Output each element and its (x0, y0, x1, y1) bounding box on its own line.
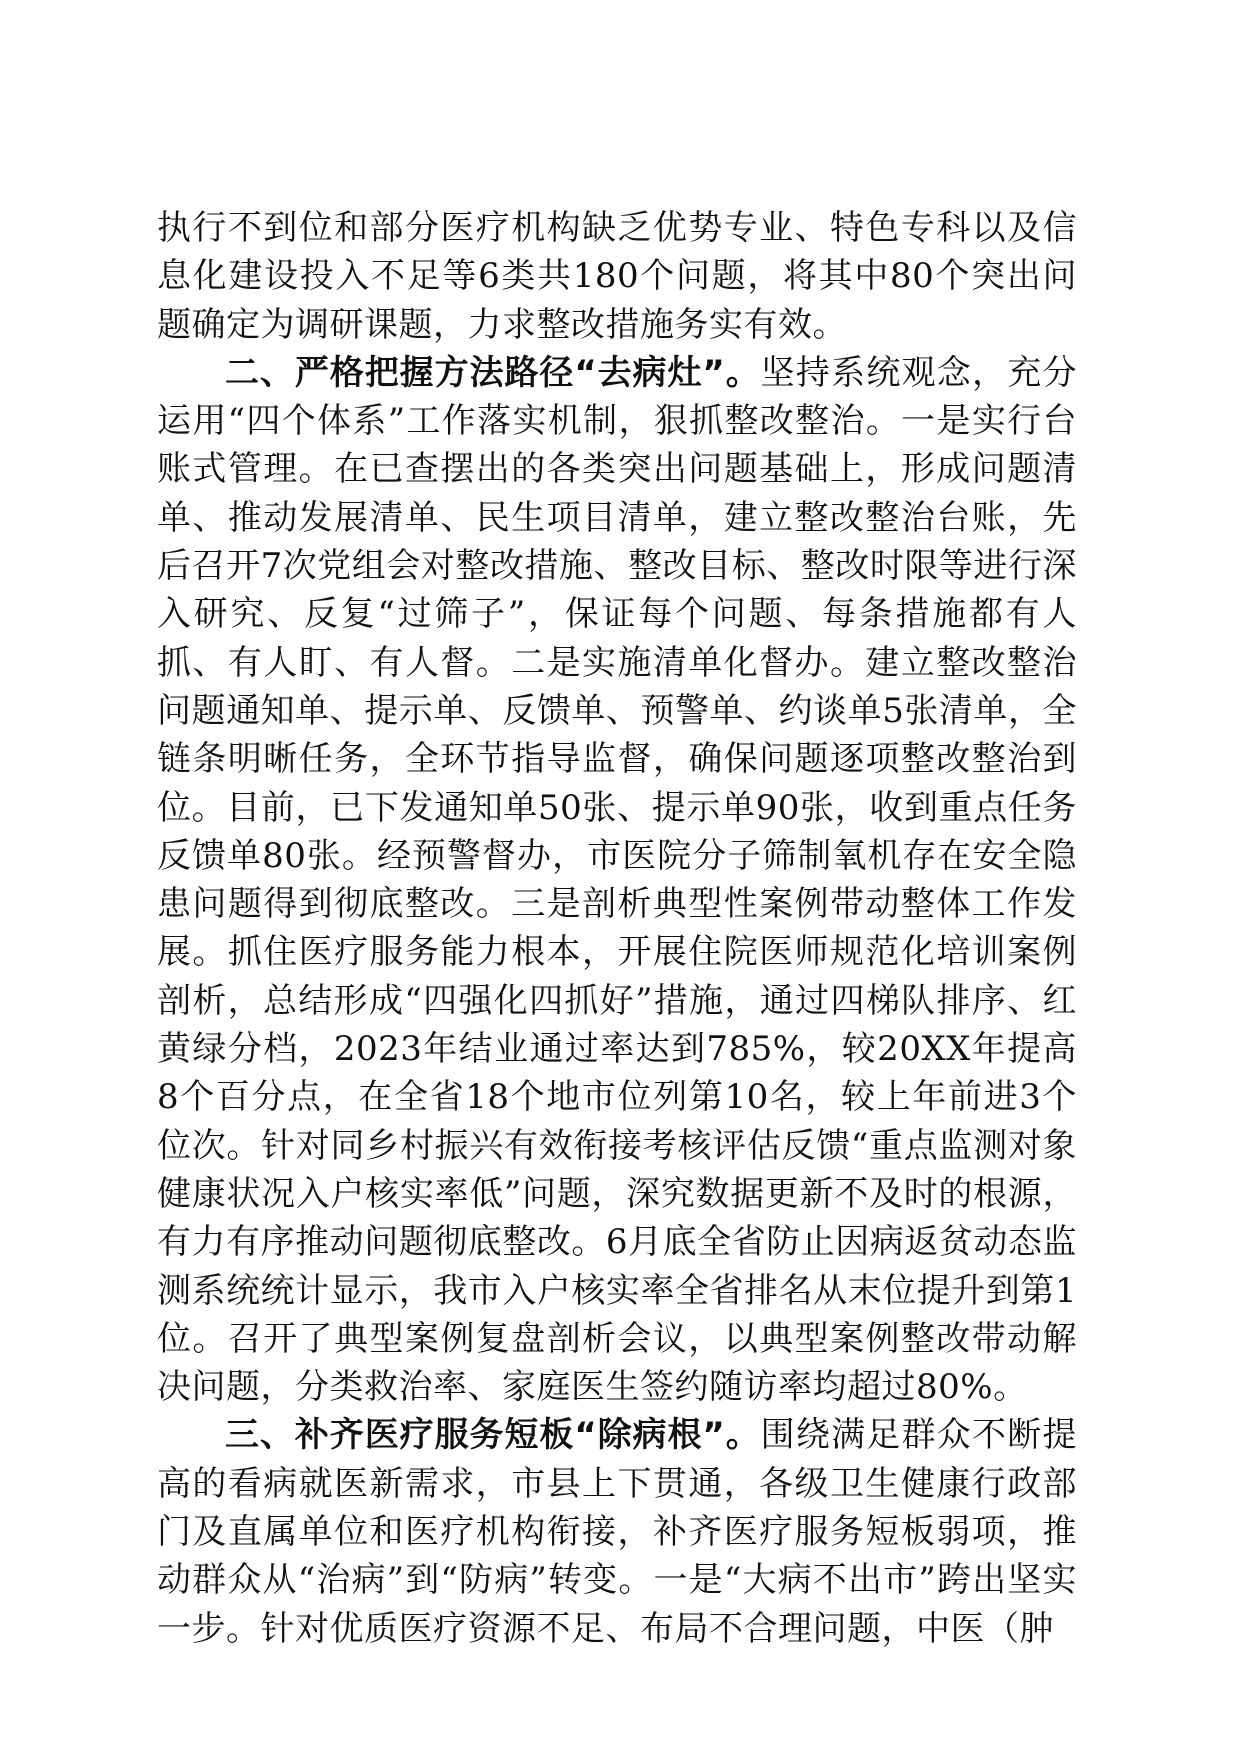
section-3-heading: 三、补齐医疗服务短板“除病根”。 (225, 1415, 761, 1456)
document-body (157, 204, 1077, 1653)
section-3-body: 围绕满足群众不断提高的看病就医新需求，市县上下贯通，各级卫生健康行政部门及直属单位和医疗机构衔接，补齐医疗服务短板弱项，推动群众从“治病”到“防病”转变。一是“大病不出市”跨出坚实一步。针对优质医疗资源不足、布局不合理问题，中医（肿 (157, 1415, 1078, 1649)
section-2-heading: 二、严格把握方法路径“去病灶”。 (225, 352, 761, 393)
section-2-body: 坚持系统观念，充分运用“四个体系”工作落实机制，狠抓整改整治。一是实行台账式管理。在已查摆出的各类突出问题基础上，形成问题清单、推动发展清单、民生项目清单，建立整改整治台账，先后召开7次党组会对整改措施、整改目标、整改时限等进行深入研究、反复“过筛子”，保证每个问题、每条措施都有人抓、有人盯、有人督。二是实施清单化督办。建立整改整治问题通知单、提示单、反馈单、预警单、约谈单5张清单，全链条明晰任务，全环节指导监督，确保问题逐项整改整治到位。目前，已下发通知单50张、提示单90张，收到重点任务反馈单80张。经预警督办，市医院分子筛制氧机存在安全隐患问题得到彻底整改。三是剖析典型性案例带动整体工作发展。抓住医疗服务能力根本，开展住院医师规范化培训案例剖析，总结形成“四强化四抓好”措施，通过四梯队排序、红黄绿分档，2023年结业通过率达到785%，较20XX年提高8个百分点，在全省18个地市位列第10名，较上年前进3个位次。针对同乡村振兴有效衔接考核评估反馈“重点监测对象健康状况入户核实率低”问题，深究数据更新不及时的根源，有力有序推动问题彻底整改。6月底全省防止因病返贫动态监测系统统计显示，我市入户核实率全省排名从末位提升到第1位。召开了典型案例复盘剖析会议，以典型案例整改带动解决问题，分类救治率、家庭医生签约随访率均超过80%。 (157, 352, 1078, 1408)
section-3-paragraph (157, 1411, 1077, 1652)
paragraph-continued: 执行不到位和部分医疗机构缺乏优势专业、特色专科以及信息化建设投入不足等6类共180个问题，将其中80个突出问题确定为调研课题，力求整改措施务实有效。 (157, 208, 1077, 345)
section-2-paragraph (157, 349, 1077, 1412)
